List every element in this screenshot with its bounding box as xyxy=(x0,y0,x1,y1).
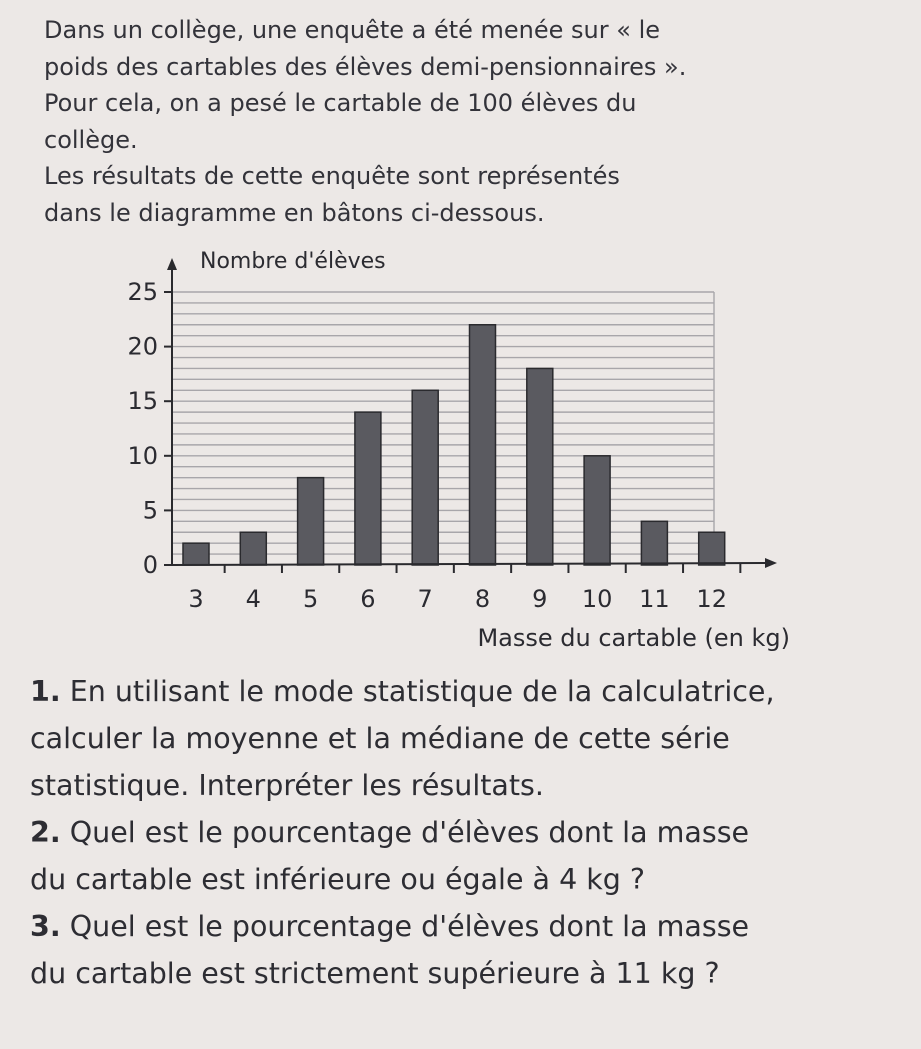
intro-line: collège. xyxy=(44,125,138,154)
bar-11 xyxy=(641,521,667,565)
question-1-line-3: statistique. Interpréter les résultats. xyxy=(30,769,544,802)
x-tick-label: 8 xyxy=(474,585,491,613)
y-tick-label: 20 xyxy=(127,332,158,361)
x-tick-label: 3 xyxy=(188,585,204,613)
bar-10 xyxy=(584,456,610,565)
x-axis-arrow xyxy=(765,558,777,568)
x-tick-label: 7 xyxy=(417,585,433,613)
question-number: 2. xyxy=(30,816,61,849)
axes xyxy=(127,258,777,613)
question-number: 1. xyxy=(30,675,61,708)
x-tick-label: 10 xyxy=(581,585,613,613)
questions xyxy=(30,668,910,997)
y-tick-label: 25 xyxy=(127,278,158,306)
bar-5 xyxy=(298,478,324,565)
question-text: En utilisant le mode statistique de la calculatrice, xyxy=(69,675,775,708)
question-text: Quel est le pourcentage d'élèves dont la masse xyxy=(69,910,750,943)
question-number: 3. xyxy=(30,910,61,943)
y-axis-arrow xyxy=(167,258,177,270)
x-tick-label: 11 xyxy=(639,585,670,613)
x-tick-label: 12 xyxy=(696,585,727,613)
y-tick-label: 10 xyxy=(127,441,158,470)
bar-8 xyxy=(470,325,496,565)
y-tick-label: 15 xyxy=(127,387,158,416)
intro-text xyxy=(44,12,874,231)
question-2-line-2: du cartable est inférieure ou égale à 4 kg ? xyxy=(30,863,646,896)
x-tick-label: 6 xyxy=(360,585,376,613)
question-1-line-1 xyxy=(30,668,910,715)
x-tick-label: 9 xyxy=(532,585,548,613)
bar-chart xyxy=(0,236,921,666)
question-1-line-2: calculer la moyenne et la médiane de cette série xyxy=(30,722,730,755)
bar-9 xyxy=(527,368,553,565)
intro-line: Pour cela, on a pesé le cartable de 100 élèves du xyxy=(44,89,637,117)
intro-line: Les résultats de cette enquête sont représentés xyxy=(44,162,620,190)
bar-6 xyxy=(355,412,381,565)
bar-3 xyxy=(183,543,209,565)
intro-line: poids des cartables des élèves demi-pensionnaires ». xyxy=(44,52,687,81)
x-axis-label: Masse du cartable (en kg) xyxy=(477,624,790,652)
x-tick-label: 4 xyxy=(245,585,261,613)
x-tick-label: 5 xyxy=(302,585,319,613)
y-axis-label: Nombre d'élèves xyxy=(200,249,386,274)
question-3-line-1 xyxy=(30,903,910,950)
intro-line: Dans un collège, une enquête a été menée sur « le xyxy=(44,16,661,44)
question-3-line-2: du cartable est strictement supérieure à 11 kg ? xyxy=(30,957,720,990)
y-tick-label: 5 xyxy=(142,496,158,525)
bar-12 xyxy=(699,532,725,565)
y-tick-label: 0 xyxy=(142,551,158,579)
question-2-line-1 xyxy=(30,809,910,856)
intro-line: dans le diagramme en bâtons ci-dessous. xyxy=(44,198,545,227)
bar-4 xyxy=(240,532,266,565)
gridlines xyxy=(172,292,714,565)
bar-7 xyxy=(412,390,438,565)
question-text: Quel est le pourcentage d'élèves dont la masse xyxy=(69,816,750,849)
